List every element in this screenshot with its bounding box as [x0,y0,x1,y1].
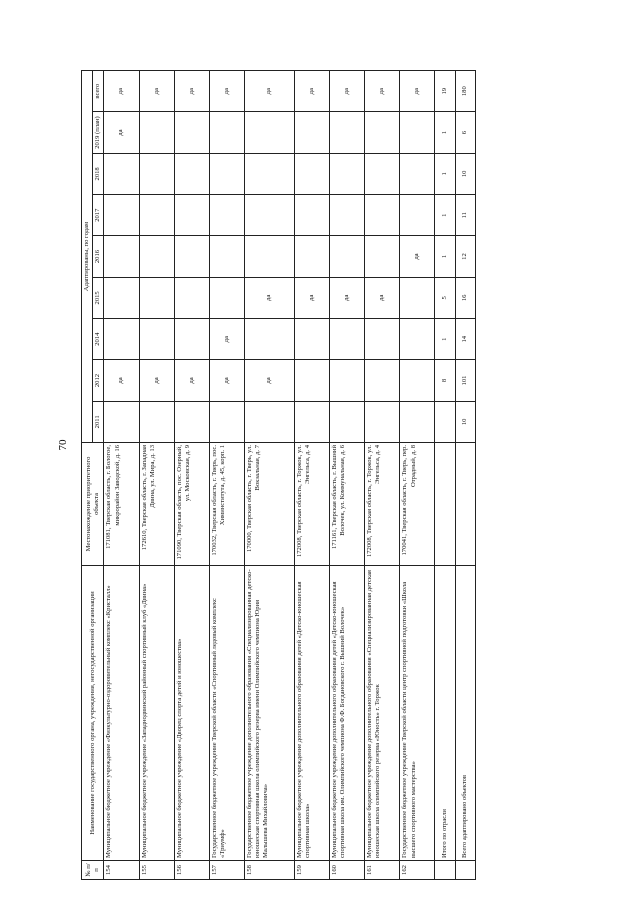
table-row [139,71,174,880]
row-mark [139,319,174,360]
header-group: Адаптированы, по годам [82,71,93,443]
row-name: Государственное бюджетное учреждение Тверской области центр спортивной подготовки «Школа высшего спортивного мастерства» [400,566,435,861]
row-mark [174,277,209,318]
row-mark [330,112,365,153]
row-mark [209,195,244,236]
row-mark [209,112,244,153]
row-location: 170041, Тверская область, г. Тверь, пер. Отрадный, д. 8 [400,443,435,566]
row-mark: да [244,71,294,112]
totals-row-all [455,71,475,880]
row-mark: да [365,277,400,318]
rotated-table-page [81,70,476,880]
table-row [330,71,365,880]
row-mark [209,153,244,194]
row-mark: да [244,277,294,318]
row-mark: да [400,236,435,277]
row-num: 162 [400,861,435,880]
totals-value: 6 [455,112,475,153]
row-num: 156 [174,861,209,880]
totals-value: 8 [435,360,455,401]
row-name: Муниципальное бюджетное учреждение «Физкультурно-оздоровительный комплекс «Кристалл» [104,566,139,861]
row-mark: да [330,277,365,318]
row-mark [104,401,139,442]
table-row [244,71,294,880]
table-row [104,71,139,880]
row-location: 170032, Тверская область, г. Тверь, пос. Химинститута, д. 45, корп. 1 [209,443,244,566]
table-row [294,71,329,880]
row-mark [209,277,244,318]
row-mark [400,277,435,318]
row-name: Государственное бюджетное учреждение дополнительного образования «Специализированная детско-юношеская спортивная школа олимпийского резерва имени Олимпийского чемпиона Юрия Малышева Михайловича» [244,566,294,861]
totals-value: 180 [455,71,475,112]
row-mark [104,153,139,194]
row-name: Государственное бюджетное учреждение Тверской области «Спортивный ледовый комплекс «Триумф» [209,566,244,861]
row-mark [209,236,244,277]
row-location: 171081, Тверская область, г. Бологое, микрорайон Заводской, д. 16 [104,443,139,566]
row-mark [174,401,209,442]
row-mark: да [174,71,209,112]
row-mark: да [209,360,244,401]
row-mark [174,195,209,236]
row-mark [139,112,174,153]
row-mark: да [139,71,174,112]
row-mark [400,112,435,153]
row-num: 154 [104,861,139,880]
row-mark [365,153,400,194]
row-mark [400,401,435,442]
row-location: 172610, Тверская область, г. Западная Двина, ул. Мира, д. 13 [139,443,174,566]
totals-value: 1 [435,236,455,277]
header-year: 2014 [93,319,104,360]
totals-value: 14 [455,319,475,360]
table-header-row [82,71,93,880]
row-mark [139,401,174,442]
header-num: № п/п [82,861,104,880]
row-mark [330,236,365,277]
table-row [174,71,209,880]
table-row [209,71,244,880]
row-name: Муниципальное бюджетное учреждение дополнительного образования «Специализированная детская юношеская школа олимпийского резерва «Юность» г. Торжок [365,566,400,861]
row-mark: да [294,71,329,112]
totals-location [435,443,455,566]
totals-label: Всего адаптировано объектов [455,566,475,861]
row-mark [104,277,139,318]
row-location: 171090, Тверская область, пос. Озерный, ул. Московская, д. 9 [174,443,209,566]
totals-value: 101 [455,360,475,401]
row-mark [244,319,294,360]
row-mark: да [294,277,329,318]
row-mark [244,153,294,194]
totals-value: 1 [435,319,455,360]
row-mark [139,195,174,236]
row-mark [365,401,400,442]
header-year: 2016 [93,236,104,277]
row-mark [139,277,174,318]
row-mark [330,319,365,360]
row-mark [244,401,294,442]
totals-value: 11 [455,195,475,236]
row-mark [330,360,365,401]
row-location: 172008, Тверская область, г. Торжок, ул. Энгельса, д. 4 [294,443,329,566]
row-mark: да [244,360,294,401]
row-mark [104,236,139,277]
table-row [365,71,400,880]
row-name: Муниципальное бюджетное учреждение «Дворец спорта детей и юношества» [174,566,209,861]
row-mark [174,153,209,194]
row-mark [104,195,139,236]
totals-value: 12 [455,236,475,277]
row-mark: да [104,71,139,112]
row-mark [400,319,435,360]
row-mark [294,401,329,442]
row-mark [294,236,329,277]
row-mark [330,401,365,442]
row-mark [330,195,365,236]
row-mark: да [104,360,139,401]
row-mark [294,360,329,401]
row-num: 158 [244,861,294,880]
totals-num [455,861,475,880]
row-num: 159 [294,861,329,880]
totals-value: 1 [435,153,455,194]
table-row [400,71,435,880]
row-mark: да [209,319,244,360]
header-name: Наименование государственного органа, учреждения, негосударственной организации [82,566,104,861]
totals-label: Итого по отрасли [435,566,455,861]
row-num: 160 [330,861,365,880]
row-mark [400,153,435,194]
row-mark [365,360,400,401]
row-mark [294,153,329,194]
totals-value: 5 [435,277,455,318]
objects-table [81,70,476,880]
totals-location [455,443,475,566]
row-mark [400,360,435,401]
header-year: 2019 (план) [93,112,104,153]
row-mark [244,236,294,277]
row-mark [365,112,400,153]
row-name: Муниципальное бюджетное учреждение дополнительного образования детей «Детско-юношеская спортивная школа» [294,566,329,861]
row-mark [294,195,329,236]
header-year: 2011 [93,401,104,442]
row-mark [174,236,209,277]
row-mark [365,319,400,360]
row-name: Муниципальное бюджетное учреждение «Западнодвинский районный спортивный клуб «Двина» [139,566,174,861]
totals-value: 16 [455,277,475,318]
row-mark: да [104,112,139,153]
row-mark [174,319,209,360]
totals-value: 10 [455,153,475,194]
header-year: 2012 [93,360,104,401]
row-num: 155 [139,861,174,880]
row-mark: да [330,71,365,112]
header-total: всего [93,71,104,112]
row-num: 161 [365,861,400,880]
row-mark [104,319,139,360]
header-year: 2015 [93,277,104,318]
row-mark: да [209,71,244,112]
row-mark [244,195,294,236]
row-mark [330,153,365,194]
header-year: 2018 [93,153,104,194]
totals-value [435,401,455,442]
row-num: 157 [209,861,244,880]
row-mark: да [174,360,209,401]
row-mark [174,112,209,153]
row-mark [294,319,329,360]
row-mark [244,112,294,153]
totals-row-industry [435,71,455,880]
row-mark: да [365,71,400,112]
row-mark: да [139,360,174,401]
row-mark [139,153,174,194]
row-mark [365,195,400,236]
row-location: 172008, Тверская область, г. Торжок, ул. Энгельса, д. 4 [365,443,400,566]
totals-value: 19 [435,71,455,112]
totals-num [435,861,455,880]
totals-value: 1 [435,112,455,153]
row-name: Муниципальное бюджетное учреждение дополнительного образования детей «Детско-юношеская спортивная школа им. Олимпийского чемпиона Ф.Ф. Богдановского г. Вышний Волочек» [330,566,365,861]
row-mark [294,112,329,153]
row-mark [400,195,435,236]
row-mark [209,401,244,442]
header-year: 2017 [93,195,104,236]
header-location: Местонахождение приоритетного объекта [82,443,104,566]
row-mark: да [400,71,435,112]
row-location: 170000, Тверская область, г. Тверь, ул. Вокзальная, д. 7 [244,443,294,566]
row-mark [365,236,400,277]
row-mark [139,236,174,277]
row-location: 171161, Тверская область, г. Вышний Волочек, ул. Коммунальная, д. 6 [330,443,365,566]
page-number: 70 [57,439,69,451]
totals-value: 1 [435,195,455,236]
totals-value: 10 [455,401,475,442]
